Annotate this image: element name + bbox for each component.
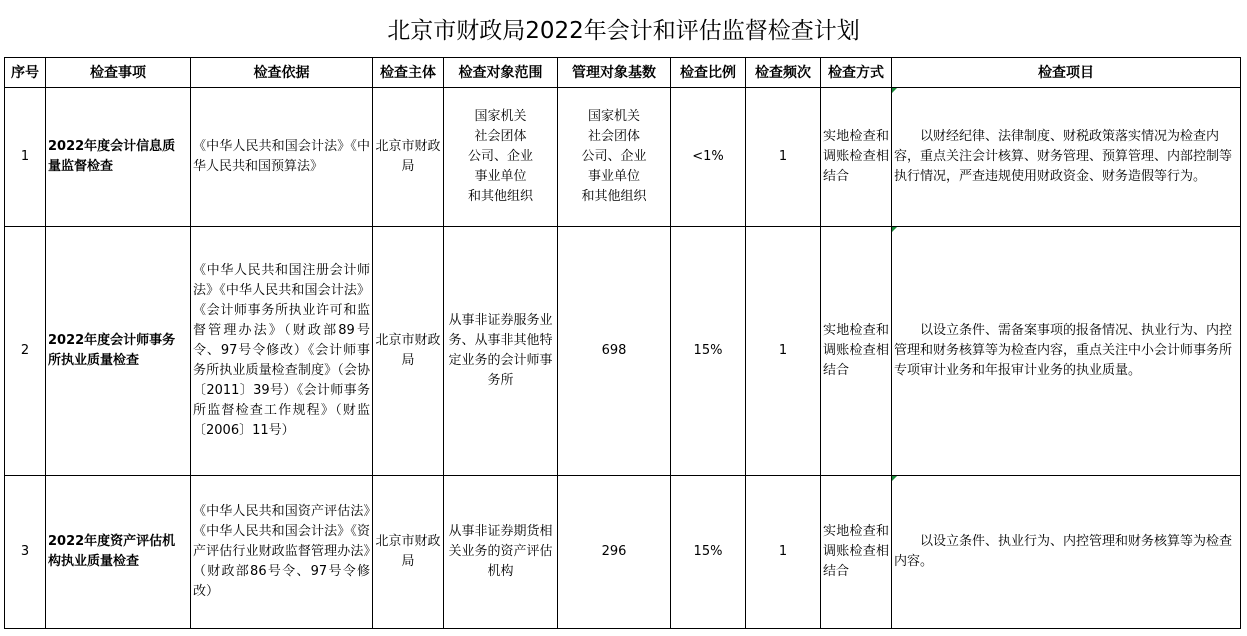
- cell-item: 2022年度资产评估机构执业质量检查: [46, 476, 191, 629]
- cell-frequency: 1: [746, 227, 821, 476]
- cell-basis: 《中华人民共和国会计法》《中华人民共和国预算法》: [191, 88, 373, 227]
- cell-seq: 1: [5, 88, 46, 227]
- header-row: [5, 58, 1241, 88]
- header-item: 检查事项: [46, 58, 191, 88]
- header-scope: 检查对象范围: [444, 58, 558, 88]
- page-title: 北京市财政局2022年会计和评估监督检查计划: [387, 18, 860, 44]
- cell-subject: 北京市财政局: [373, 88, 444, 227]
- table-row: [5, 476, 1241, 629]
- cell-marker-icon: [892, 227, 897, 232]
- cell-method: 实地检查和调账检查相结合: [821, 227, 892, 476]
- header-content: 检查项目: [892, 58, 1241, 88]
- cell-scope: 从事非证券期货相关业务的资产评估机构: [444, 476, 558, 629]
- header-basis: 检查依据: [191, 58, 373, 88]
- table-row: [5, 227, 1241, 476]
- cell-subject: 北京市财政局: [373, 227, 444, 476]
- cell-method: 实地检查和调账检查相结合: [821, 88, 892, 227]
- header-base-count: 管理对象基数: [558, 58, 671, 88]
- cell-content: [892, 476, 1241, 629]
- header-subject: 检查主体: [373, 58, 444, 88]
- cell-ratio: <1%: [671, 88, 746, 227]
- header-frequency: 检查频次: [746, 58, 821, 88]
- cell-ratio: 15%: [671, 476, 746, 629]
- cell-ratio: 15%: [671, 227, 746, 476]
- cell-content-text: 以财经纪律、法律制度、财税政策落实情况为检查内容，重点关注会计核算、财务管理、预算管理、内部控制等执行情况，严查违规使用财政资金、财务造假等行为。: [894, 129, 1233, 184]
- cell-frequency: 1: [746, 88, 821, 227]
- cell-scope: 从事非证券服务业务、从事非其他特定业务的会计师事务所: [444, 227, 558, 476]
- cell-content: [892, 227, 1241, 476]
- cell-base-count: 国家机关 社会团体 公司、企业 事业单位 和其他组织: [558, 88, 671, 227]
- cell-marker-icon: [892, 88, 897, 93]
- cell-scope: 国家机关 社会团体 公司、企业 事业单位 和其他组织: [444, 88, 558, 227]
- cell-base-count: 698: [558, 227, 671, 476]
- header-ratio: 检查比例: [671, 58, 746, 88]
- cell-content: [892, 88, 1241, 227]
- cell-content-text: 以设立条件、需备案事项的报备情况、执业行为、内控管理和财务核算等为检查内容，重点关注中小会计师事务所专项审计业务和年报审计业务的执业质量。: [894, 323, 1233, 378]
- table-row: [5, 88, 1241, 227]
- cell-item: 2022年度会计信息质量监督检查: [46, 88, 191, 227]
- cell-base-count: 296: [558, 476, 671, 629]
- cell-seq: 3: [5, 476, 46, 629]
- cell-content-text: 以设立条件、执业行为、内控管理和财务核算等为检查内容。: [894, 534, 1233, 569]
- cell-basis: 《中华人民共和国注册会计师法》《中华人民共和国会计法》《会计师事务所执业许可和监督管理办法》（财政部89号令、97号令修改）《会计师事务所执业质量检查制度》（会协〔2011〕39号）《会计师事务所监督检查工作规程》（财监〔2006〕11号）: [191, 227, 373, 476]
- inspection-plan-table: [4, 57, 1241, 629]
- header-seq: 序号: [5, 58, 46, 88]
- cell-subject: 北京市财政局: [373, 476, 444, 629]
- header-method: 检查方式: [821, 58, 892, 88]
- cell-marker-icon: [892, 476, 897, 481]
- cell-item: 2022年度会计师事务所执业质量检查: [46, 227, 191, 476]
- cell-seq: 2: [5, 227, 46, 476]
- cell-frequency: 1: [746, 476, 821, 629]
- cell-basis: 《中华人民共和国资产评估法》《中华人民共和国会计法》《资产评估行业财政监督管理办法》（财政部86号令、97号令修改）: [191, 476, 373, 629]
- cell-method: 实地检查和调账检查相结合: [821, 476, 892, 629]
